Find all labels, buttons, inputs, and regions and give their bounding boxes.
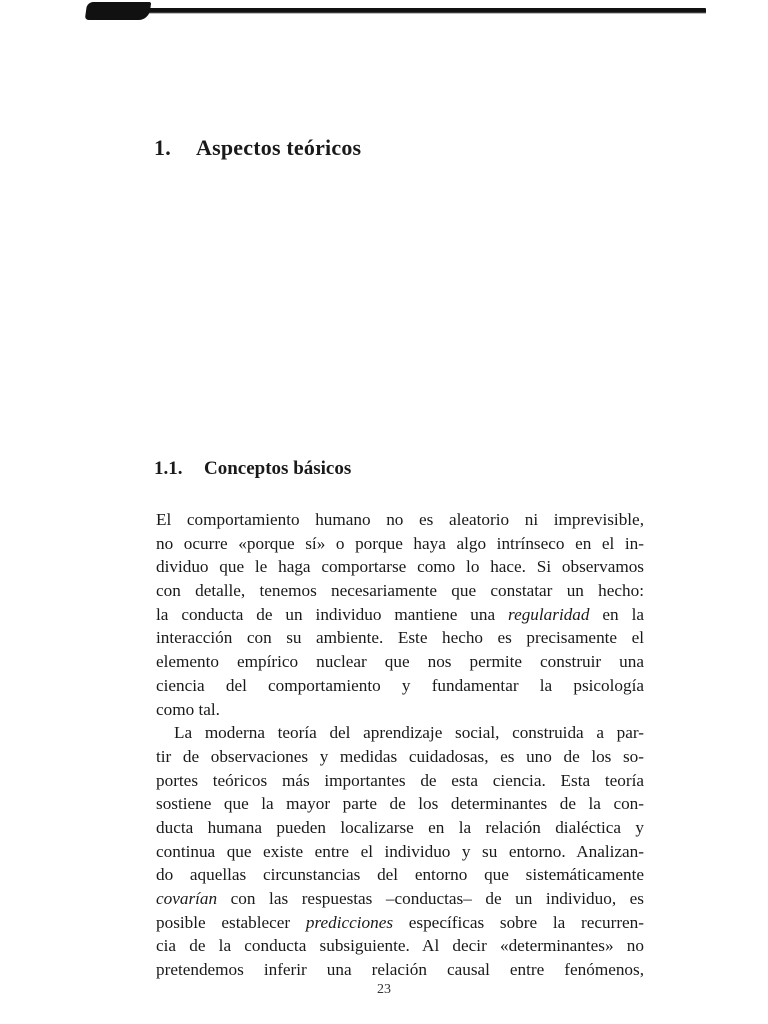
emphasis-text: covarían (156, 889, 218, 908)
text-line (156, 934, 644, 958)
text-line (156, 745, 644, 769)
text-run: tir de observaciones y medidas cuidadosas, es uno de los so- (156, 746, 644, 766)
section-number: 1. (154, 135, 171, 160)
text-run: posible establecer (156, 912, 306, 932)
emphasis-text: regularidad (508, 604, 590, 624)
page-number: 23 (377, 982, 391, 997)
text-line (156, 721, 644, 745)
text-line (156, 555, 644, 579)
text-line (156, 532, 644, 556)
section-title-text: Aspectos teóricos (196, 135, 362, 160)
subsection-title-text: Conceptos básicos (204, 458, 352, 479)
text-run: sostiene que la mayor parte de los determinantes de la con- (156, 794, 644, 814)
text-line (156, 508, 644, 532)
body-text (156, 508, 644, 982)
text-run: con detalle, tenemos necesariamente que constatar un hecho: (156, 581, 644, 601)
text-line (156, 958, 644, 982)
text-run: continua que existe entre el individuo y su entorno. Analizan- (156, 841, 644, 861)
section-heading (154, 135, 361, 161)
text-line (156, 816, 644, 840)
text-run: portes teóricos más importantes de esta ciencia. Esta teoría (156, 770, 644, 790)
text-line (156, 603, 644, 627)
text-run: ducta humana pueden localizarse en la relación dialéctica y (156, 817, 644, 837)
text-run: no ocurre «porque sí» o porque haya algo intrínseco en el in- (156, 533, 644, 553)
text-line (156, 698, 644, 722)
text-run: específicas sobre la recurren- (393, 912, 644, 932)
text-run: como tal. (156, 699, 220, 719)
header-rule (90, 8, 706, 14)
text-run: El comportamiento humano no es aleatorio ni imprevisible, (156, 510, 644, 529)
subsection-number: 1.1. (154, 458, 183, 479)
text-line (156, 650, 644, 674)
text-run: cia de la conducta subsiguiente. Al decir «determinantes» no (156, 936, 644, 956)
paragraph (156, 721, 644, 982)
text-line (156, 863, 644, 887)
text-run: interacción con su ambiente. Este hecho es precisamente el (156, 628, 644, 648)
subsection-heading (154, 458, 351, 480)
text-run: pretendemos inferir una relación causal entre fenómenos, (156, 960, 644, 980)
text-run: con las respuestas –conductas– de un individuo, es (217, 889, 644, 908)
text-line (156, 626, 644, 650)
text-run: do aquellas circunstancias del entorno que sistemáticamente (156, 865, 644, 885)
text-run: dividuo que le haga comportarse como lo hace. Si observamos (156, 557, 644, 577)
text-line (156, 840, 644, 864)
text-run: elemento empírico nuclear que nos permite construir una (156, 652, 644, 672)
text-line (156, 579, 644, 603)
text-run: la conducta de un individuo mantiene una (156, 604, 509, 624)
text-run: en la (589, 604, 644, 624)
text-run: La moderna teoría del aprendizaje social, construida a par- (174, 723, 644, 743)
text-line (156, 792, 644, 816)
text-line (156, 911, 644, 935)
text-run: ciencia del comportamiento y fundamentar la psicología (156, 675, 644, 695)
text-line (156, 674, 644, 698)
paragraph (156, 508, 644, 721)
emphasis-text: predicciones (305, 912, 394, 932)
text-line (156, 887, 644, 911)
text-line (156, 769, 644, 793)
